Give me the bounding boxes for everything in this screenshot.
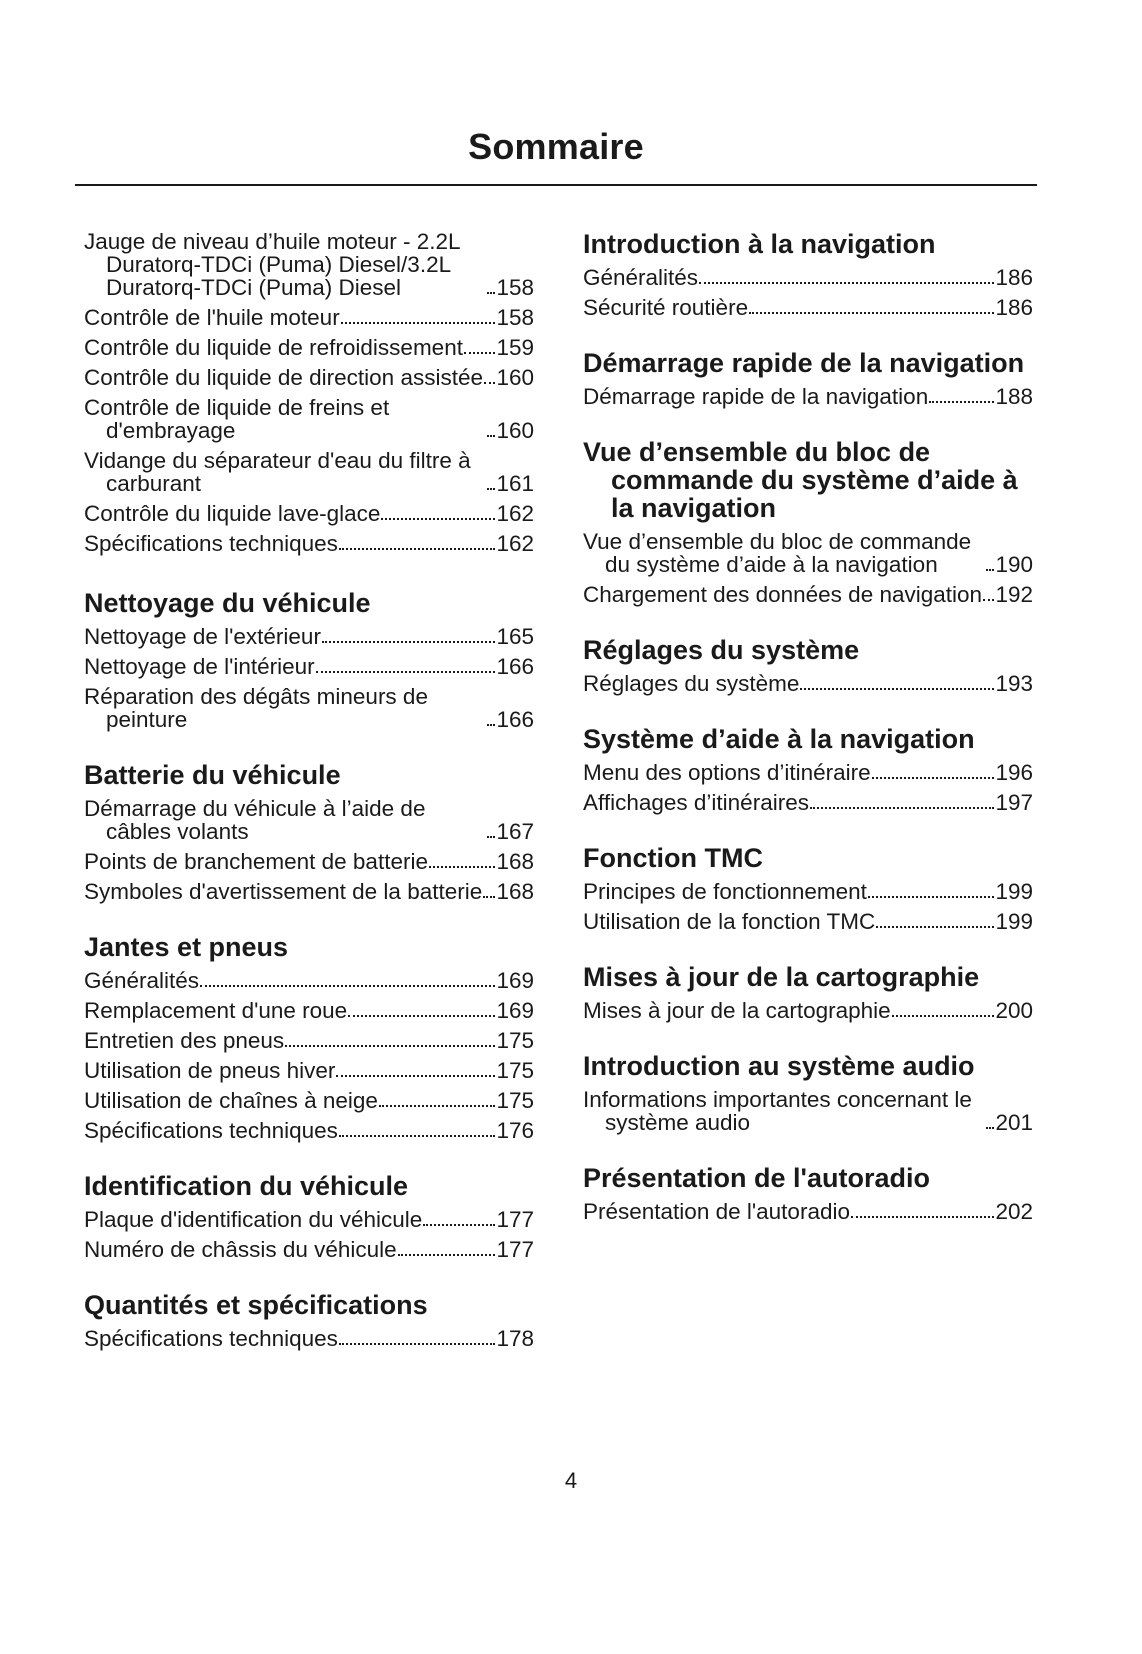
toc-section bbox=[84, 1172, 534, 1261]
toc-entry[interactable] bbox=[84, 880, 534, 903]
toc-entry[interactable] bbox=[84, 306, 534, 329]
toc-entry-page: 168 bbox=[496, 849, 534, 874]
toc-entry[interactable] bbox=[583, 672, 1033, 695]
toc-entry-title: Démarrage rapide de la navigation bbox=[583, 384, 929, 409]
dot-leader bbox=[339, 1343, 496, 1345]
toc-entry-title: Symboles d'avertissement de la batterie bbox=[84, 879, 483, 904]
toc-entry-page: 186 bbox=[995, 265, 1033, 290]
toc-entry-page: 166 bbox=[496, 707, 534, 732]
section-heading: Vue d’ensemble du bloc de commande du système d’aide à la navigation bbox=[583, 437, 1018, 523]
toc-entry-title: Contrôle du liquide de refroidissement bbox=[84, 335, 463, 360]
toc-section bbox=[84, 933, 534, 1142]
toc-section bbox=[84, 230, 534, 555]
dot-leader bbox=[339, 548, 496, 550]
dot-leader bbox=[986, 1127, 994, 1129]
toc-entry[interactable] bbox=[583, 880, 1033, 903]
toc-entry-title: Spécifications techniques bbox=[84, 531, 338, 556]
dot-leader bbox=[316, 671, 496, 673]
toc-entry-page: 159 bbox=[496, 335, 534, 360]
toc-entry-title: Remplacement d'une roue bbox=[84, 998, 348, 1023]
section-heading: Introduction à la navigation bbox=[583, 229, 936, 259]
dot-leader bbox=[336, 1075, 495, 1077]
dot-leader bbox=[487, 488, 495, 490]
dot-leader bbox=[484, 382, 495, 384]
section-heading: Batterie du véhicule bbox=[84, 760, 341, 790]
toc-entry[interactable] bbox=[84, 1119, 534, 1142]
toc-entry-page: 177 bbox=[496, 1237, 534, 1262]
section-heading: Quantités et spécifications bbox=[84, 1290, 428, 1320]
toc-entry-page: 186 bbox=[995, 295, 1033, 320]
toc-entry-title: Vue d’ensemble du bloc de commande du système d’aide à la navigation bbox=[583, 529, 972, 577]
toc-entry[interactable] bbox=[583, 583, 1033, 606]
toc-entry-page: 199 bbox=[995, 879, 1033, 904]
section-heading: Introduction au système audio bbox=[583, 1051, 975, 1081]
toc-entry-title: Spécifications techniques bbox=[84, 1118, 338, 1143]
section-heading: Nettoyage du véhicule bbox=[84, 588, 371, 618]
toc-entry[interactable] bbox=[84, 625, 534, 648]
dot-leader bbox=[810, 807, 994, 809]
toc-section bbox=[583, 438, 1033, 606]
toc-entry[interactable] bbox=[583, 530, 1033, 576]
page-title: Sommaire bbox=[468, 126, 644, 167]
toc-entry-title: Présentation de l'autoradio bbox=[583, 1199, 850, 1224]
toc-right-column bbox=[583, 230, 1033, 1253]
section-heading: Réglages du système bbox=[583, 635, 860, 665]
title-divider bbox=[75, 184, 1037, 186]
toc-entry[interactable] bbox=[84, 366, 534, 389]
section-heading: Démarrage rapide de la navigation bbox=[583, 348, 1025, 378]
toc-entry[interactable] bbox=[84, 850, 534, 873]
toc-entry-page: 167 bbox=[496, 819, 534, 844]
toc-entry[interactable] bbox=[84, 1238, 534, 1261]
toc-entry[interactable] bbox=[84, 797, 534, 843]
toc-entry[interactable] bbox=[84, 1327, 534, 1350]
dot-leader bbox=[487, 724, 495, 726]
dot-leader bbox=[929, 401, 994, 403]
toc-entry-page: 158 bbox=[496, 305, 534, 330]
toc-section bbox=[583, 349, 1033, 408]
toc-entry-title: Contrôle du liquide lave-glace bbox=[84, 501, 381, 526]
toc-entry[interactable] bbox=[84, 1059, 534, 1082]
toc-entry-page: 162 bbox=[496, 501, 534, 526]
toc-entry-title: Jauge de niveau d’huile moteur - 2.2L Duratorq-TDCi (Puma) Diesel/3.2L Duratorq-TDCi (Puma) Diesel bbox=[84, 229, 460, 300]
toc-section bbox=[84, 761, 534, 903]
toc-entry-title: Affichages d’itinéraires bbox=[583, 790, 809, 815]
toc-entry-title: Entretien des pneus bbox=[84, 1028, 285, 1053]
toc-entry-title: Points de branchement de batterie bbox=[84, 849, 428, 874]
toc-entry-page: 166 bbox=[496, 654, 534, 679]
dot-leader bbox=[892, 1015, 995, 1017]
section-heading: Identification du véhicule bbox=[84, 1171, 409, 1201]
toc-entry[interactable] bbox=[583, 910, 1033, 933]
section-heading: Système d’aide à la navigation bbox=[583, 724, 975, 754]
toc-entry[interactable] bbox=[84, 396, 534, 442]
toc-entry-page: 168 bbox=[496, 879, 534, 904]
section-heading: Mises à jour de la cartographie bbox=[583, 962, 980, 992]
toc-entry-title: Nettoyage de l'intérieur bbox=[84, 654, 315, 679]
toc-entry-page: 178 bbox=[496, 1326, 534, 1351]
toc-entry-page: 175 bbox=[496, 1088, 534, 1113]
toc-entry[interactable] bbox=[583, 385, 1033, 408]
toc-section bbox=[583, 725, 1033, 814]
toc-entry-page: 165 bbox=[496, 624, 534, 649]
toc-section bbox=[84, 589, 534, 731]
toc-entry-title: Démarrage du véhicule à l’aide de câbles volants bbox=[84, 796, 426, 844]
toc-entry-page: 193 bbox=[995, 671, 1033, 696]
toc-entry[interactable] bbox=[583, 791, 1033, 814]
toc-entry-title: Généralités bbox=[84, 968, 200, 993]
section-heading: Fonction TMC bbox=[583, 843, 763, 873]
toc-entry-page: 175 bbox=[496, 1028, 534, 1053]
dot-leader bbox=[983, 599, 994, 601]
toc-entry[interactable] bbox=[84, 1029, 534, 1052]
toc-entry[interactable] bbox=[583, 999, 1033, 1022]
toc-entry-title: Généralités bbox=[583, 265, 699, 290]
dot-leader bbox=[464, 352, 495, 354]
dot-leader bbox=[699, 282, 994, 284]
toc-entry-title: Contrôle de l'huile moteur bbox=[84, 305, 340, 330]
dot-leader bbox=[341, 322, 496, 324]
toc-entry-page: 158 bbox=[496, 275, 534, 300]
dot-leader bbox=[868, 896, 995, 898]
toc-entry[interactable] bbox=[84, 685, 534, 731]
toc-section bbox=[84, 1291, 534, 1350]
dot-leader bbox=[483, 896, 495, 898]
toc-entry-page: 199 bbox=[995, 909, 1033, 934]
toc-entry[interactable] bbox=[583, 1088, 1033, 1134]
dot-leader bbox=[348, 1015, 495, 1017]
toc-section bbox=[583, 963, 1033, 1022]
toc-entry[interactable] bbox=[583, 761, 1033, 784]
toc-entry-page: 188 bbox=[995, 384, 1033, 409]
toc-section bbox=[583, 636, 1033, 695]
toc-entry-page: 175 bbox=[496, 1058, 534, 1083]
dot-leader bbox=[423, 1224, 495, 1226]
toc-entry[interactable] bbox=[84, 449, 534, 495]
toc-entry-page: 169 bbox=[496, 968, 534, 993]
toc-entry-title: Mises à jour de la cartographie bbox=[583, 998, 891, 1023]
toc-entry-page: 200 bbox=[995, 998, 1033, 1023]
toc-left-column bbox=[84, 230, 534, 1380]
toc-entry[interactable] bbox=[84, 999, 534, 1022]
toc-entry-title: Vidange du séparateur d'eau du filtre à carburant bbox=[84, 448, 471, 496]
toc-entry-page: 192 bbox=[995, 582, 1033, 607]
toc-entry-page: 202 bbox=[995, 1199, 1033, 1224]
dot-leader bbox=[749, 312, 994, 314]
dot-leader bbox=[872, 777, 995, 779]
toc-entry[interactable] bbox=[583, 266, 1033, 289]
toc-entry[interactable] bbox=[84, 336, 534, 359]
toc-section bbox=[583, 1052, 1033, 1134]
toc-section bbox=[583, 1164, 1033, 1223]
dot-leader bbox=[381, 518, 495, 520]
toc-entry-title: Contrôle de liquide de freins et d'embrayage bbox=[84, 395, 390, 443]
toc-entry-title: Spécifications techniques bbox=[84, 1326, 338, 1351]
dot-leader bbox=[487, 836, 495, 838]
toc-entry-page: 160 bbox=[496, 365, 534, 390]
toc-entry-page: 160 bbox=[496, 418, 534, 443]
dot-leader bbox=[200, 985, 495, 987]
toc-entry[interactable] bbox=[84, 230, 534, 299]
dot-leader bbox=[429, 866, 495, 868]
dot-leader bbox=[285, 1045, 495, 1047]
dot-leader bbox=[487, 435, 495, 437]
dot-leader bbox=[379, 1105, 496, 1107]
toc-entry-title: Principes de fonctionnement bbox=[583, 879, 867, 904]
dot-leader bbox=[487, 292, 495, 294]
dot-leader bbox=[322, 641, 496, 643]
toc-entry[interactable] bbox=[583, 296, 1033, 319]
toc-entry[interactable] bbox=[84, 532, 534, 555]
toc-entry-page: 162 bbox=[496, 531, 534, 556]
toc-entry-title: Contrôle du liquide de direction assistée bbox=[84, 365, 483, 390]
toc-entry-page: 177 bbox=[496, 1207, 534, 1232]
toc-entry-page: 196 bbox=[995, 760, 1033, 785]
dot-leader bbox=[876, 926, 994, 928]
toc-entry-title: Menu des options d’itinéraire bbox=[583, 760, 871, 785]
toc-entry-title: Sécurité routière bbox=[583, 295, 749, 320]
toc-entry-title: Plaque d'identification du véhicule bbox=[84, 1207, 423, 1232]
toc-entry-page: 176 bbox=[496, 1118, 534, 1143]
toc-entry-page: 190 bbox=[995, 552, 1033, 577]
toc-entry-page: 197 bbox=[995, 790, 1033, 815]
toc-section bbox=[583, 230, 1033, 319]
toc-entry-page: 169 bbox=[496, 998, 534, 1023]
toc-entry-title: Utilisation de la fonction TMC bbox=[583, 909, 876, 934]
toc-entry[interactable] bbox=[84, 969, 534, 992]
toc-entry[interactable] bbox=[84, 655, 534, 678]
toc-entry[interactable] bbox=[84, 1089, 534, 1112]
dot-leader bbox=[398, 1254, 496, 1256]
toc-entry-page: 161 bbox=[496, 471, 534, 496]
toc-entry-title: Chargement des données de navigation bbox=[583, 582, 983, 607]
toc-entry-title: Numéro de châssis du véhicule bbox=[84, 1237, 397, 1262]
toc-entry[interactable] bbox=[84, 502, 534, 525]
toc-entry[interactable] bbox=[84, 1208, 534, 1231]
dot-leader bbox=[986, 569, 994, 571]
toc-entry-title: Nettoyage de l'extérieur bbox=[84, 624, 321, 649]
toc-entry-title: Utilisation de chaînes à neige bbox=[84, 1088, 378, 1113]
toc-entry-title: Réparation des dégâts mineurs de peinture bbox=[84, 684, 428, 732]
toc-entry-title: Réglages du système bbox=[583, 671, 800, 696]
section-heading: Jantes et pneus bbox=[84, 932, 289, 962]
dot-leader bbox=[851, 1216, 994, 1218]
dot-leader bbox=[800, 688, 994, 690]
dot-leader bbox=[339, 1135, 496, 1137]
toc-section bbox=[583, 844, 1033, 933]
toc-entry-page: 201 bbox=[995, 1110, 1033, 1135]
toc-entry-title: Utilisation de pneus hiver bbox=[84, 1058, 336, 1083]
toc-entry-title: Informations importantes concernant le système audio bbox=[583, 1087, 972, 1135]
page-number: 4 bbox=[564, 1468, 578, 1493]
section-heading: Présentation de l'autoradio bbox=[583, 1163, 930, 1193]
toc-entry[interactable] bbox=[583, 1200, 1033, 1223]
